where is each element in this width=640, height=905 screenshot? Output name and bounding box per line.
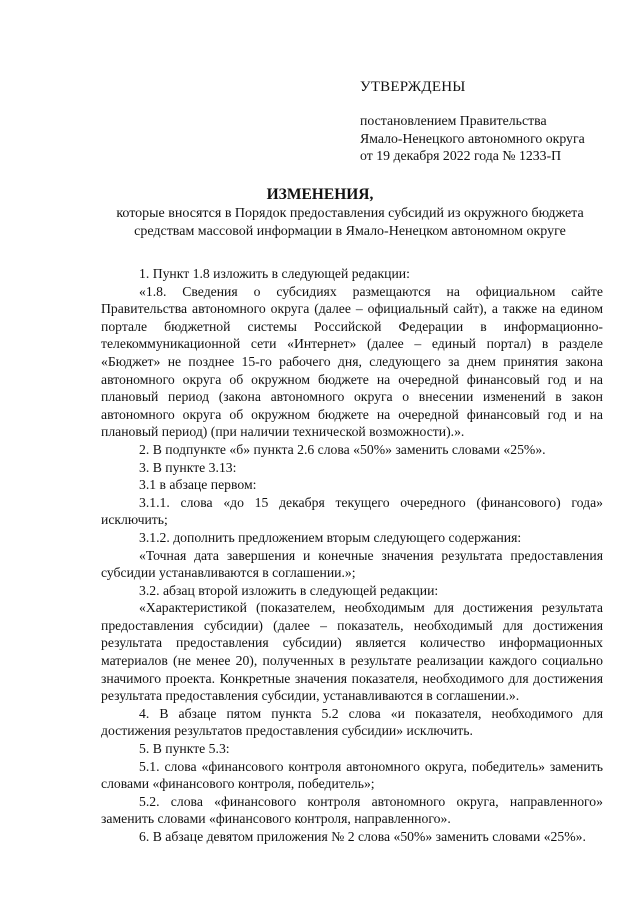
paragraph-item-4: 4. В абзаце пятом пункта 5.2 слова «и показателя, необходимого для достижения результатов предоставления субсидии» исключить. [101, 705, 603, 739]
paragraph-item-2: 2. В подпункте «б» пункта 2.6 слова «50%» заменить словами «25%». [139, 441, 546, 457]
approval-line-decree: постановлением Правительства [360, 113, 547, 128]
paragraph-item-1-8-text: «1.8. Сведения о субсидиях размещаются на официальном сайте Правительства автономного округа (далее – официальный сайт), а также на едином портале бюджетной системы Российской Федерации в информационно-телекоммуникационной сети «Интернет» (далее – единый портал) в разделе «Бюджет» не позднее 15-го рабочего дня, следующего за днем принятия закона автономного округа об окружном бюджете на очередной финансовый год и на плановый период (закона автономного округа о внесении изменений в закон автономного округа об окружном бюджете на очередной финансовый год и на плановый период) (при наличии технической возможности).». [101, 283, 603, 440]
paragraph-item-1: 1. Пункт 1.8 изложить в следующей редакции: [139, 266, 410, 281]
paragraph-item-3: 3. В пункте 3.13: [139, 459, 237, 475]
document-body [101, 265, 603, 846]
approval-line-date: от 19 декабря 2022 года № 1233-П [360, 148, 562, 163]
approval-title: УТВЕРЖДЕНЫ [360, 79, 466, 95]
paragraph-item-5-2: 5.2. слова «финансового контроля автономного округа, направленного» заменить словами «финансового контроля, направленного». [101, 793, 603, 827]
paragraph-item-3-1: 3.1 в абзаце первом: [139, 477, 257, 493]
paragraph-item-3-1-2: 3.1.2. дополнить предложением вторым следующего содержания: [139, 529, 522, 545]
approval-line-region: Ямало-Ненецкого автономного округа [360, 130, 585, 146]
paragraph-item-5-1: 5.1. слова «финансового контроля автономного округа, победитель» заменить словами «финансового контроля, победитель»; [101, 758, 603, 792]
document-title: ИЗМЕНЕНИЯ, [266, 186, 374, 203]
approval-block [360, 78, 620, 165]
paragraph-item-3-2: 3.2. абзац второй изложить в следующей редакции: [139, 582, 439, 598]
document-subtitle: которые вносятся в Порядок предоставления субсидий из окружного бюджета средствам массовой информации в Ямало-Ненецком автономном округе [116, 206, 584, 239]
paragraph-item-6: 6. В абзаце девятом приложения № 2 слова «50%» заменить словами «25%». [139, 829, 586, 844]
paragraph-item-5: 5. В пункте 5.3: [139, 741, 230, 757]
paragraph-item-3-2-text: «Характеристикой (показателем, необходимым для достижения результата предоставления субсидии) (далее – показатель, необходимый для достижения результата предоставления субсидии) является количество информационных материалов (не менее 20), полученных в результате реализации каждого социально значимого проекта. Конкретные значения показателя, необходимого для достижения результата предоставления субсидии, устанавливаются в соглашении.». [101, 600, 603, 704]
paragraph-item-3-1-2-text: «Точная дата завершения и конечные значения результата предоставления субсидии устанавливаются в соглашении.»; [101, 547, 603, 581]
paragraph-item-3-1-1: 3.1.1. слова «до 15 декабря текущего очередного (финансового) года» исключить; [101, 494, 603, 528]
